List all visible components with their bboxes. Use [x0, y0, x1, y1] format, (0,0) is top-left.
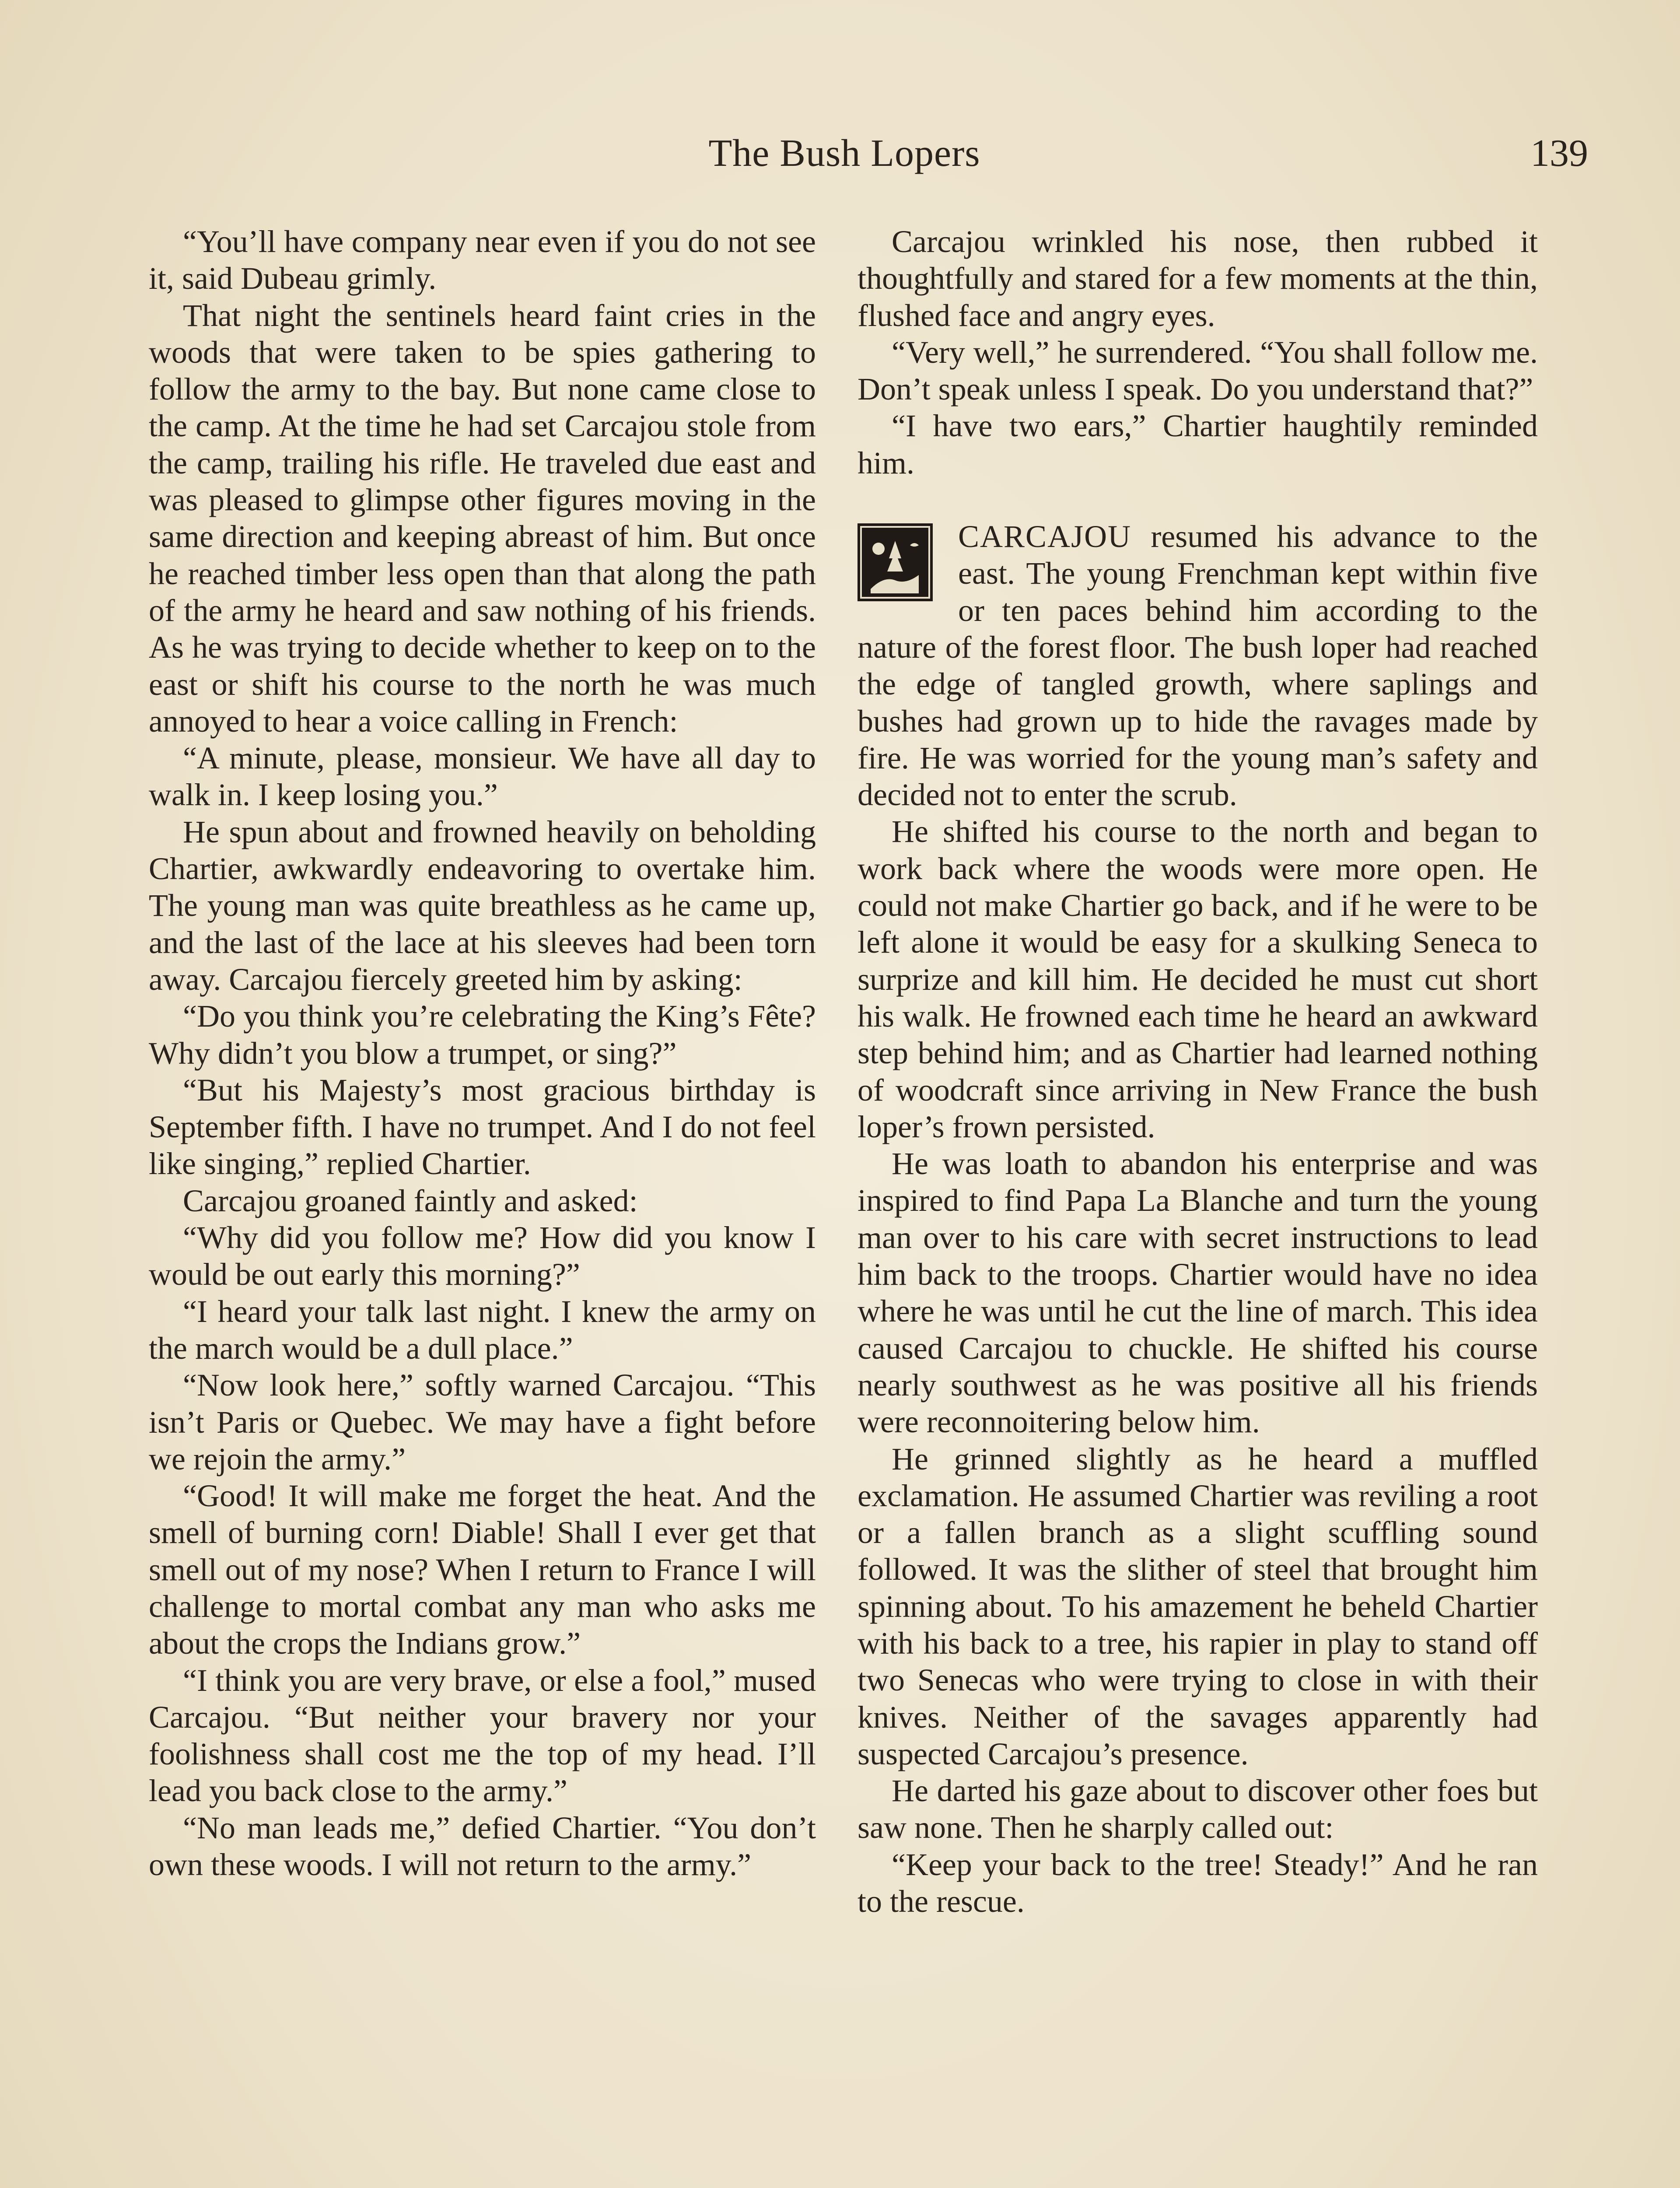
paragraph: He grinned slightly as he heard a muffled exclamation. He assumed Chartier was reviling a root or a fallen branch as a slight scuffling sound followed. It was the slither of steel that brought him spinning about. To his amazement he beheld Chartier with his back to a tree, his rapier in play to stand off two Senecas who were trying to close in with their knives. Neither of the savages apparently had suspected Carcajou’s presence.	[858, 1441, 1538, 1771]
paragraph: “Why did you follow me? How did you know I would be out early this morning?”	[149, 1220, 816, 1292]
running-title: The Bush Lopers	[708, 132, 980, 175]
paragraph: “Keep your back to the tree! Steady!” And he ran to the rescue.	[858, 1847, 1538, 1919]
paragraph: “Do you think you’re celebrating the King’s Fête? Why didn’t you blow a trumpet, or sing?”	[149, 999, 816, 1071]
paragraph: “I think you are very brave, or else a fool,” mused Carcajou. “But neither your bravery nor your foolishness shall cost me the top of my head. I’ll lead you back close to the army.”	[149, 1662, 816, 1809]
paragraph: He spun about and frowned heavily on beholding Chartier, awkwardly endeavoring to overtake him. The young man was quite breathless as he came up, and the last of the lace at his sleeves had been torn away. Carcajou fiercely greeted him by asking:	[149, 814, 816, 997]
paragraph: “Very well,” he surrendered. “You shall follow me. Don’t speak unless I speak. Do you understand that?”	[858, 334, 1538, 407]
section-lead-word: CARCAJOU	[958, 519, 1132, 554]
paragraph: He was loath to abandon his enterprise and was inspired to find Papa La Blanche and turn the young man over to his care with secret instructions to lead him back to the troops. Chartier would have no idea where he was until he cut the line of march. This idea caused Carcajou to chuckle. He shifted his course nearly southwest as he was positive all his friends were reconnoitering below him.	[858, 1146, 1538, 1440]
left-column	[149, 223, 816, 1883]
paragraph: “Now look here,” softly warned Carcajou. “This isn’t Paris or Quebec. We may have a fight before we rejoin the army.”	[149, 1368, 816, 1476]
paragraph: “No man leads me,” defied Chartier. “You don’t own these woods. I will not return to the army.”	[149, 1810, 816, 1883]
paragraph: That night the sentinels heard faint cries in the woods that were taken to be spies gathering to follow the army to the bay. But none came close to the camp. At the time he had set Carcajou stole from the camp, trailing his rifle. He traveled due east and was pleased to glimpse other figures moving in the same direction and keeping abreast of him. But once he reached timber less open than that along the path of the army he heard and saw nothing of his friends. As he was trying to decide whether to keep on to the east or shift his course to the north he was much annoyed to hear a voice calling in French:	[149, 298, 816, 739]
paragraph: He shifted his course to the north and began to work back where the woods were more open. He could not make Chartier go back, and if he were to be left alone it would be easy for a skulking Seneca to surprize and kill him. He decided he must cut short his walk. He frowned each time he heard an awkward step behind him; and as Chartier had learned nothing of woodcraft since arriving in New France the bush loper’s frown persisted.	[858, 814, 1538, 1144]
right-column	[858, 223, 1538, 1920]
paragraph: “I heard your talk last night. I knew the army on the march would be a dull place.”	[149, 1294, 816, 1366]
paragraph: “But his Majesty’s most gracious birthday is September fifth. I have no trumpet. And I do not feel like singing,” replied Chartier.	[149, 1072, 816, 1182]
running-head	[0, 127, 1680, 179]
woodcut-ornament-icon	[858, 523, 933, 601]
paragraph: “A minute, please, monsieur. We have all day to walk in. I keep losing you.”	[149, 740, 816, 813]
paragraph: “I have two ears,” Chartier haughtily reminded him.	[858, 408, 1538, 480]
page-number: 139	[1530, 132, 1588, 175]
paragraph: “You’ll have company near even if you do not see it, said Dubeau grimly.	[149, 224, 816, 296]
paragraph: He darted his gaze about to discover other foes but saw none. Then he sharply called out:	[858, 1773, 1538, 1845]
paragraph: Carcajou wrinkled his nose, then rubbed it thoughtfully and stared for a few moments at the thin, flushed face and angry eyes.	[858, 224, 1538, 333]
section-opening-paragraph	[858, 518, 1538, 813]
paragraph: “Good! It will make me forget the heat. And the smell of burning corn! Diable! Shall I ever get that smell out of my nose? When I return to France I will challenge to mortal combat any man who asks me about the crops the Indians grow.”	[149, 1478, 816, 1661]
paragraph: Carcajou groaned faintly and asked:	[183, 1183, 638, 1218]
section-lead-text: resumed his advance to the east. The young Frenchman kept within five or ten paces behind him according to the nature of the forest floor. The bush loper had reached the edge of tangled growth, where saplings and bushes had grown up to hide the ravages made by fire. He was worried for the young man’s safety and decided not to enter the scrub.	[858, 519, 1538, 813]
